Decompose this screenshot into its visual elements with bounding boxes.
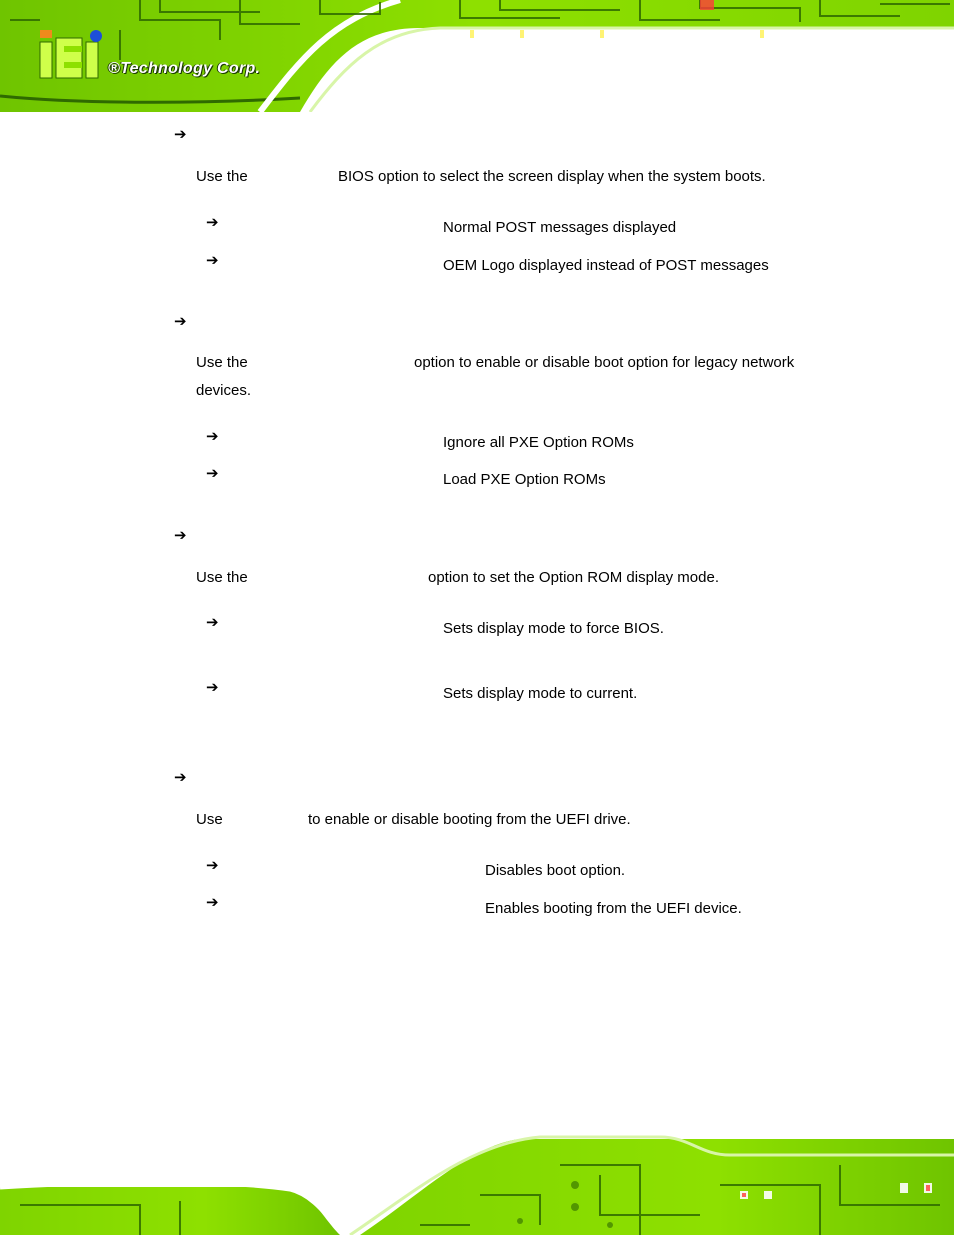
arrow-right-icon: ➔ [174, 312, 187, 330]
arrow-right-icon: ➔ [206, 464, 219, 482]
section-4-intro-start: Use [196, 811, 223, 828]
iei-logo-icon [38, 30, 108, 80]
section-4-option-2: Enables booting from the UEFI device. [485, 900, 742, 917]
page-footer [0, 1125, 954, 1235]
page-header [0, 0, 954, 112]
arrow-right-icon: ➔ [206, 893, 219, 911]
section-4-intro-end: to enable or disable booting from the UEFI drive. [308, 811, 631, 828]
section-2-intro-end: option to enable or disable boot option for legacy network [414, 354, 795, 371]
brand-tagline: ®Technology Corp. [108, 60, 261, 77]
section-4-option-1: Disables boot option. [485, 862, 626, 879]
arrow-right-icon: ➔ [174, 125, 187, 143]
section-2-intro-wrap: devices. [196, 382, 252, 399]
section-1-intro-end: BIOS option to select the screen display when the system boots. [338, 168, 766, 185]
section-2-option-1: Ignore all PXE Option ROMs [443, 434, 634, 451]
arrow-right-icon: ➔ [174, 768, 187, 786]
section-3-option-2: Sets display mode to current. [443, 685, 638, 702]
section-3-intro-start: Use the [196, 569, 248, 586]
arrow-right-icon: ➔ [206, 213, 219, 231]
circuit-board-banner [0, 0, 954, 112]
section-1-option-1: Normal POST messages displayed [443, 219, 677, 236]
arrow-right-icon: ➔ [206, 678, 219, 696]
arrow-right-icon: ➔ [206, 427, 219, 445]
section-3-option-1: Sets display mode to force BIOS. [443, 620, 664, 637]
section-1-intro-start: Use the [196, 168, 248, 185]
arrow-right-icon: ➔ [206, 613, 219, 631]
circuit-board-footer [0, 1125, 954, 1235]
section-2-intro-start: Use the [196, 354, 248, 371]
section-1-option-2: OEM Logo displayed instead of POST messages [443, 257, 769, 274]
arrow-right-icon: ➔ [174, 526, 187, 544]
section-3-intro-end: option to set the Option ROM display mode. [428, 569, 719, 586]
arrow-right-icon: ➔ [206, 856, 219, 874]
section-2-option-2: Load PXE Option ROMs [443, 471, 606, 488]
arrow-right-icon: ➔ [206, 251, 219, 269]
